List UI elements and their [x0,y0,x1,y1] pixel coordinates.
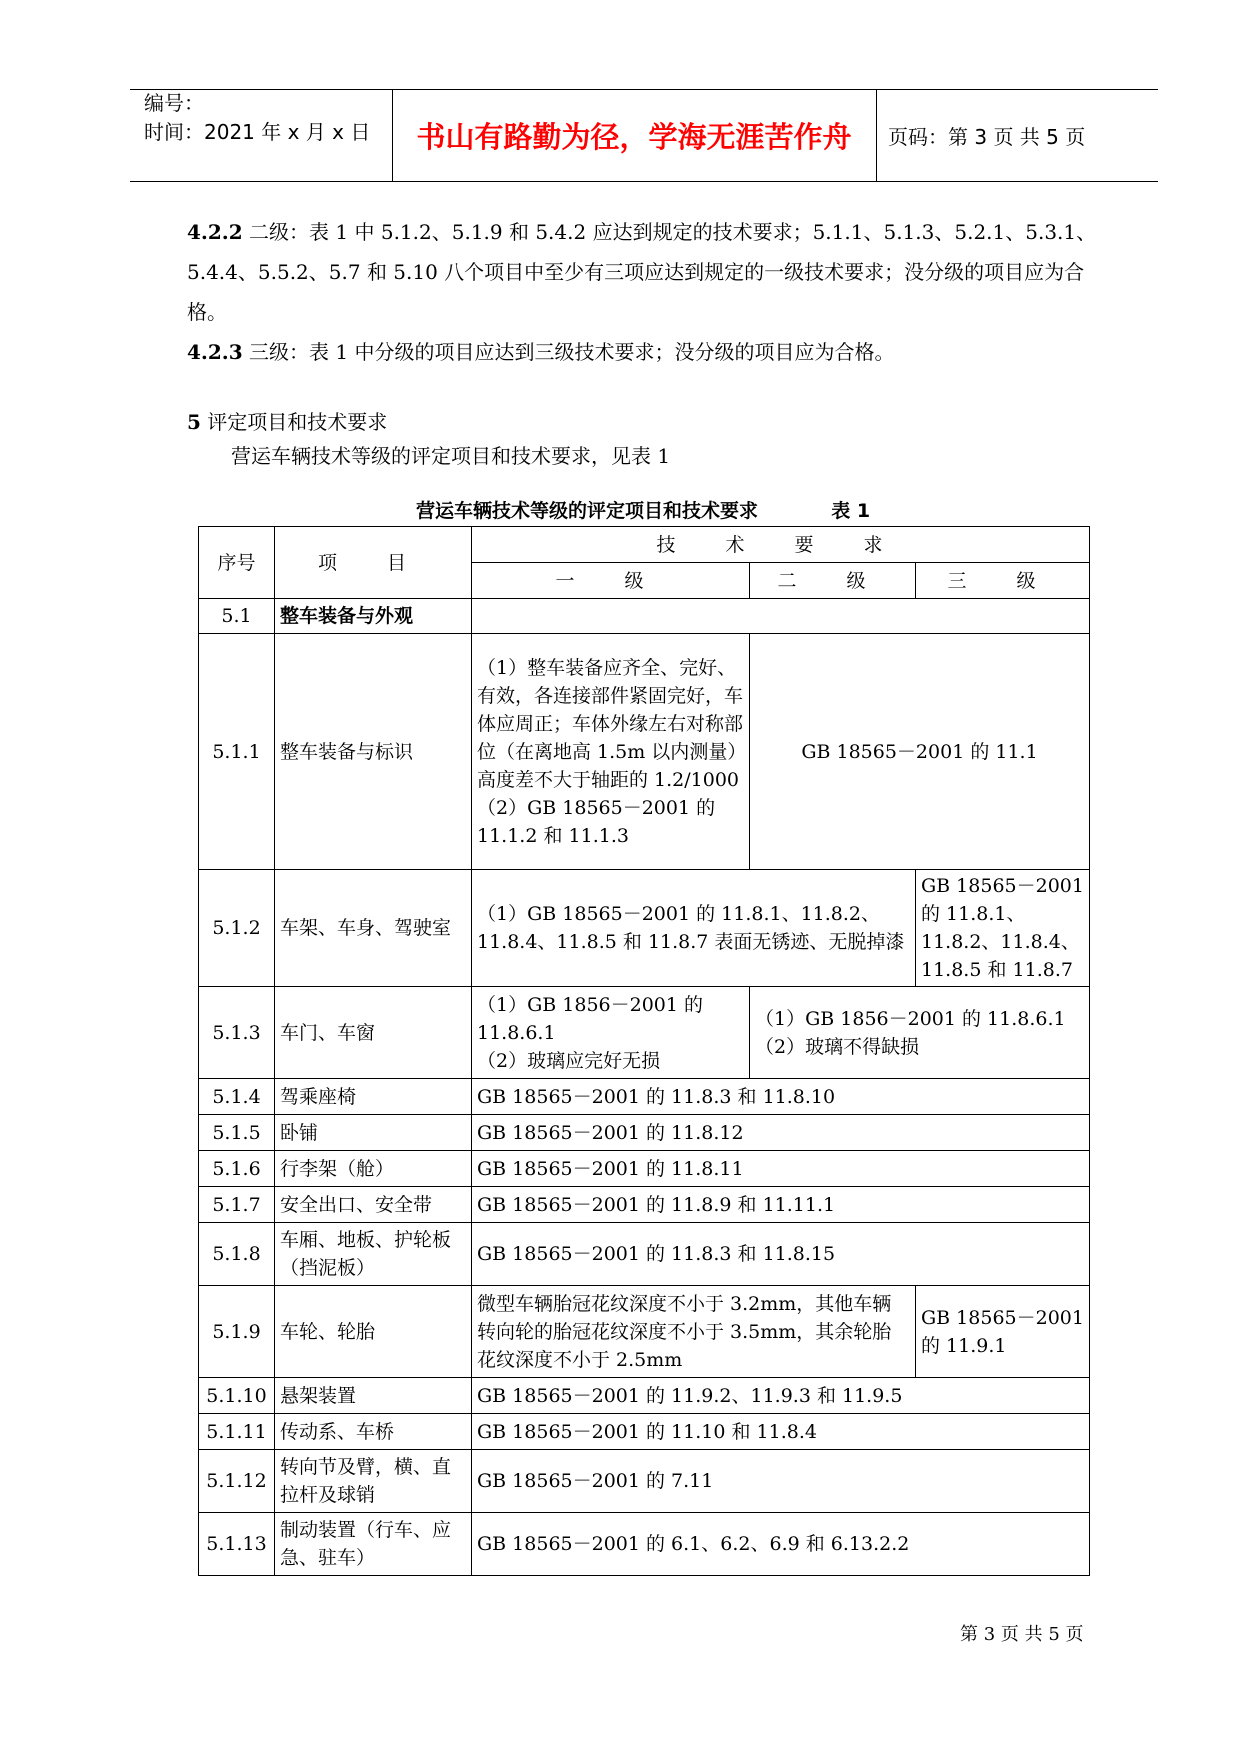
table-caption [198,496,1088,523]
row-level-2-3 [750,987,1090,1079]
header-motto: 书山有路勤为径，学海无涯苦作舟 [392,90,877,181]
row-requirement: GB 18565－2001 的 11.8.9 和 11.11.1 [472,1187,1090,1223]
clause-text: 三级：表 1 中分级的项目应达到三级技术要求；没分级的项目应为合格。 [249,340,895,364]
table-row [199,1187,1090,1223]
table-row [199,870,1090,987]
row-item: 行李架（舱） [275,1151,472,1187]
requirement-line: （1）GB 1856－2001 的 11.8.6.1 [755,1007,1066,1030]
row-seq: 5.1.6 [199,1151,275,1187]
row-requirement: GB 18565－2001 的 7.11 [472,1450,1090,1513]
table-row [199,599,1090,634]
page-header [130,89,1158,182]
row-item: 传动系、车桥 [275,1414,472,1450]
table-row [199,634,1090,870]
row-item: 卧铺 [275,1115,472,1151]
page-number-label: 页码：第 3 页 共 5 页 [888,125,1086,149]
row-seq: 5.1.12 [199,1450,275,1513]
paragraph-4-2-3 [187,332,1107,372]
section-number: 5 [187,410,201,434]
requirements-table [198,526,1090,1576]
document-time: 时间：2021 年 x 月 x 日 [144,120,371,144]
header-level-3: 三 级 [916,563,1090,599]
row-requirement: GB 18565－2001 的 11.8.3 和 11.8.10 [472,1079,1090,1115]
row-item: 整车装备与标识 [275,634,472,870]
row-seq: 5.1.3 [199,987,275,1079]
table-number: 表 1 [831,500,871,522]
row-seq: 5.1.9 [199,1286,275,1378]
header-level-2: 二 级 [750,563,916,599]
row-seq: 5.1.5 [199,1115,275,1151]
row-seq: 5.1.10 [199,1378,275,1414]
clause-number: 4.2.3 [187,340,243,364]
page-footer: 第 3 页 共 5 页 [960,1624,1084,1645]
header-level-1: 一 级 [472,563,750,599]
section-intro: 营运车辆技术等级的评定项目和技术要求，见表 1 [231,444,671,468]
requirement-line: （2）GB 18565－2001 的 11.1.2 和 11.1.3 [477,796,716,847]
row-level-2-3: GB 18565－2001 的 11.1 [750,634,1090,870]
row-seq: 5.1.8 [199,1223,275,1286]
table-row [199,1223,1090,1286]
table-row [199,987,1090,1079]
table-row [199,1378,1090,1414]
row-requirement: GB 18565－2001 的 11.8.12 [472,1115,1090,1151]
table-header-row [199,527,1090,563]
row-item: 转向节及臂，横、直拉杆及球销 [275,1450,472,1513]
row-seq: 5.1 [199,599,275,634]
row-requirement: GB 18565－2001 的 11.10 和 11.8.4 [472,1414,1090,1450]
row-seq: 5.1.11 [199,1414,275,1450]
table-row [199,1079,1090,1115]
paragraph-4-2-2 [187,212,1107,332]
row-requirement: GB 18565－2001 的 11.8.11 [472,1151,1090,1187]
row-seq: 5.1.2 [199,870,275,987]
header-meta [130,90,393,181]
row-level-1 [472,987,750,1079]
requirement-line: （2）玻璃不得缺损 [755,1035,920,1058]
table-row [199,1513,1090,1576]
table-row [199,1115,1090,1151]
row-item: 驾乘座椅 [275,1079,472,1115]
row-item: 悬架装置 [275,1378,472,1414]
row-level-1-2: （1）GB 18565－2001 的 11.8.1、11.8.2、11.8.4、11.8.5 和 11.8.7 表面无锈迹、无脱掉漆 [472,870,916,987]
row-item: 安全出口、安全带 [275,1187,472,1223]
row-level-3: GB 18565－2001 的 11.8.1、11.8.2、11.8.4、11.8.5 和 11.8.7 [916,870,1090,987]
row-seq: 5.1.13 [199,1513,275,1576]
row-item: 车轮、轮胎 [275,1286,472,1378]
row-item: 制动装置（行车、应急、驻车） [275,1513,472,1576]
row-level-3: GB 18565－2001 的 11.9.1 [916,1286,1090,1378]
header-requirements: 技 术 要 求 [472,527,1090,563]
clause-number: 4.2.2 [187,220,243,244]
section-title: 评定项目和技术要求 [207,410,388,434]
row-requirement [472,599,1090,634]
row-requirement: GB 18565－2001 的 6.1、6.2、6.9 和 6.13.2.2 [472,1513,1090,1576]
table-row [199,1450,1090,1513]
row-seq: 5.1.7 [199,1187,275,1223]
requirement-line: （2）玻璃应完好无损 [477,1049,661,1072]
row-requirement: GB 18565－2001 的 11.8.3 和 11.8.15 [472,1223,1090,1286]
row-seq: 5.1.1 [199,634,275,870]
row-item: 车架、车身、驾驶室 [275,870,472,987]
row-item: 车门、车窗 [275,987,472,1079]
table-row [199,1414,1090,1450]
clause-text: 二级：表 1 中 5.1.2、5.1.9 和 5.4.2 应达到规定的技术要求；5.1.1、5.1.3、5.2.1、5.3.1、5.4.4、5.5.2、5.7 和 5.10 八个项目中至少有三项应达到规定的一级技术要求；没分级的项目应为合格。 [187,220,1097,324]
table-title: 营运车辆技术等级的评定项目和技术要求 [415,500,758,522]
row-seq: 5.1.4 [199,1079,275,1115]
row-level-1-2: 微型车辆胎冠花纹深度不小于 3.2mm，其他车辆转向轮的胎冠花纹深度不小于 3.5mm，其余轮胎花纹深度不小于 2.5mm [472,1286,916,1378]
header-seq: 序号 [199,527,275,599]
header-item: 项 目 [275,527,472,599]
section-heading [187,406,387,435]
requirement-line: （1）整车装备应齐全、完好、有效，各连接部件紧固完好，车体应周正；车体外缘左右对称部位（在离地高 1.5m 以内测量）高度差不大于轴距的 1.2/1000 [477,656,744,791]
row-requirement: GB 18565－2001 的 11.9.2、11.9.3 和 11.9.5 [472,1378,1090,1414]
table-row [199,1151,1090,1187]
header-page-number [876,90,1158,181]
row-item: 车厢、地板、护轮板（挡泥板） [275,1223,472,1286]
document-number: 编号： [144,91,204,115]
table-row [199,1286,1090,1378]
requirement-line: （1）GB 1856－2001 的 11.8.6.1 [477,993,704,1044]
row-level-1 [472,634,750,870]
row-item: 整车装备与外观 [275,599,472,634]
